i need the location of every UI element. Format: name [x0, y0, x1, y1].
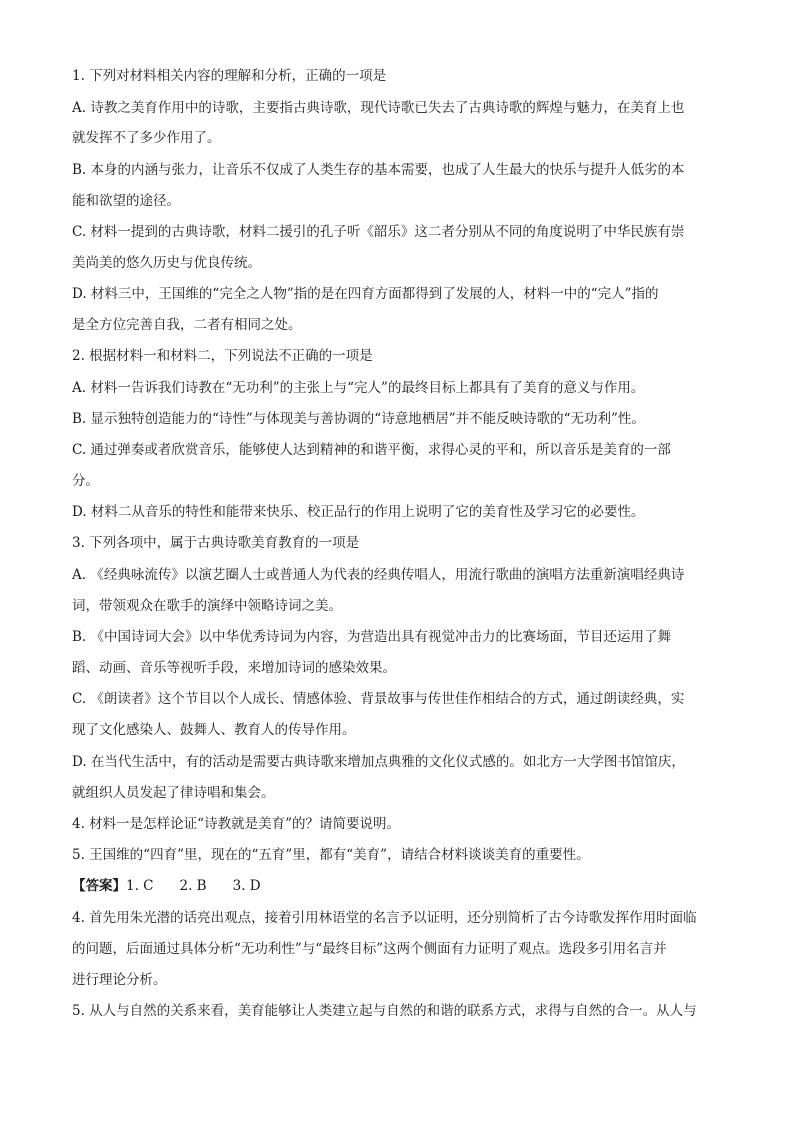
q1-option-b-cont: 能和欲望的途径。: [72, 193, 180, 209]
q2-option-b: B. 显示独特创造能力的“诗性”与体现美与善协调的“诗意地栖居”并不能反映诗歌的“无功利”性。: [72, 411, 645, 427]
q1-option-d: D. 材料三中，王国维的“完全之人物”指的是在四育方面都得到了发展的人，材料一中的“完人”指的: [72, 286, 659, 302]
q3-option-b-cont: 蹈、动画、音乐等视听手段，来增加诗词的感染效果。: [72, 660, 396, 676]
q3-option-a: A. 《经典咏流传》以演艺圈人士或普通人为代表的经典传唱人，用流行歌曲的演唱方法重新演唱经典诗: [72, 567, 685, 583]
answer-4-cont-1: 的问题，后面通过具体分析“无功利性”与“最终目标”这两个侧面有力证明了观点。选段多引用名言并: [72, 941, 667, 957]
q2-option-a: A. 材料一告诉我们诗教在“无功利”的主张上与“完人”的最终目标上都具有了美育的意义与作用。: [72, 380, 645, 396]
q3-option-d: D. 在当代生活中，有的活动是需要古典诗歌来增加点典雅的文化仪式感的。如北方一大学图书馆馆庆，: [72, 754, 685, 770]
answer-2: 2. B: [179, 878, 207, 894]
answer-4: 4. 首先用朱光潜的话亮出观点，接着引用林语堂的名言予以证明，还分别简析了古今诗歌发挥作用时面临: [72, 910, 697, 926]
question-4: 4. 材料一是怎样论证“诗教就是美育”的？请简要说明。: [72, 816, 400, 832]
answer-1: 1. C: [126, 878, 154, 894]
question-1: 1. 下列对材料相关内容的理解和分析，正确的一项是: [72, 68, 387, 84]
q1-option-a-cont: 就发挥不了多少作用了。: [72, 130, 221, 146]
q3-option-c: C. 《朗读者》这个节目以个人成长、情感体验、背景故事与传世佳作相结合的方式，通过朗读经典，实: [72, 691, 685, 707]
q3-option-d-cont: 就组织人员发起了律诗唱和集会。: [72, 785, 275, 801]
question-3: 3. 下列各项中，属于古典诗歌美育教育的一项是: [72, 535, 360, 551]
answer-5: 5. 从人与自然的关系来看，美育能够让人类建立起与自然的和谐的联系方式，求得与自然的合一。从人与: [72, 1003, 697, 1019]
q2-option-c-cont: 分。: [72, 473, 99, 489]
q3-option-a-cont: 词，带领观众在歌手的演绎中领略诗词之美。: [72, 598, 342, 614]
q1-option-c-cont: 美尚美的悠久历史与优良传统。: [72, 255, 261, 271]
question-2: 2. 根据材料一和材料二，下列说法不正确的一项是: [72, 348, 373, 364]
answer-tag: 【答案】: [72, 878, 126, 894]
answer-line: [72, 876, 732, 896]
question-5: 5. 王国维的“四育”里，现在的“五育”里，都有“美育”，请结合材料谈谈美育的重要性。: [72, 847, 590, 863]
answer-3: 3. D: [232, 878, 261, 894]
q1-option-a: A. 诗教之美育作用中的诗歌，主要指古典诗歌，现代诗歌已失去了古典诗歌的辉煌与魅力，在美育上也: [72, 100, 685, 116]
q2-option-d: D. 材料二从音乐的特性和能带来快乐、校正品行的作用上说明了它的美育性及学习它的必要性。: [72, 504, 645, 520]
answer-4-cont-2: 进行理论分析。: [72, 972, 167, 988]
q1-option-c: C. 材料一提到的古典诗歌，材料二援引的孔子听《韶乐》这二者分别从不同的角度说明了中华民族有崇: [72, 224, 685, 240]
q3-option-c-cont: 现了文化感染人、鼓舞人、教育人的传导作用。: [72, 722, 356, 738]
q2-option-c: C. 通过弹奏或者欣赏音乐，能够使人达到精神的和谐平衡，求得心灵的平和，所以音乐是美育的一部: [72, 442, 671, 458]
q1-option-d-cont: 是全方位完善自我，二者有相同之处。: [72, 317, 302, 333]
q1-option-b: B. 本身的内涵与张力，让音乐不仅成了人类生存的基本需要，也成了人生最大的快乐与提升人低劣的本: [72, 162, 685, 178]
q3-option-b: B. 《中国诗词大会》以中华优秀诗词为内容，为营造出具有视觉冲击力的比赛场面，节目还运用了舞: [72, 629, 672, 645]
